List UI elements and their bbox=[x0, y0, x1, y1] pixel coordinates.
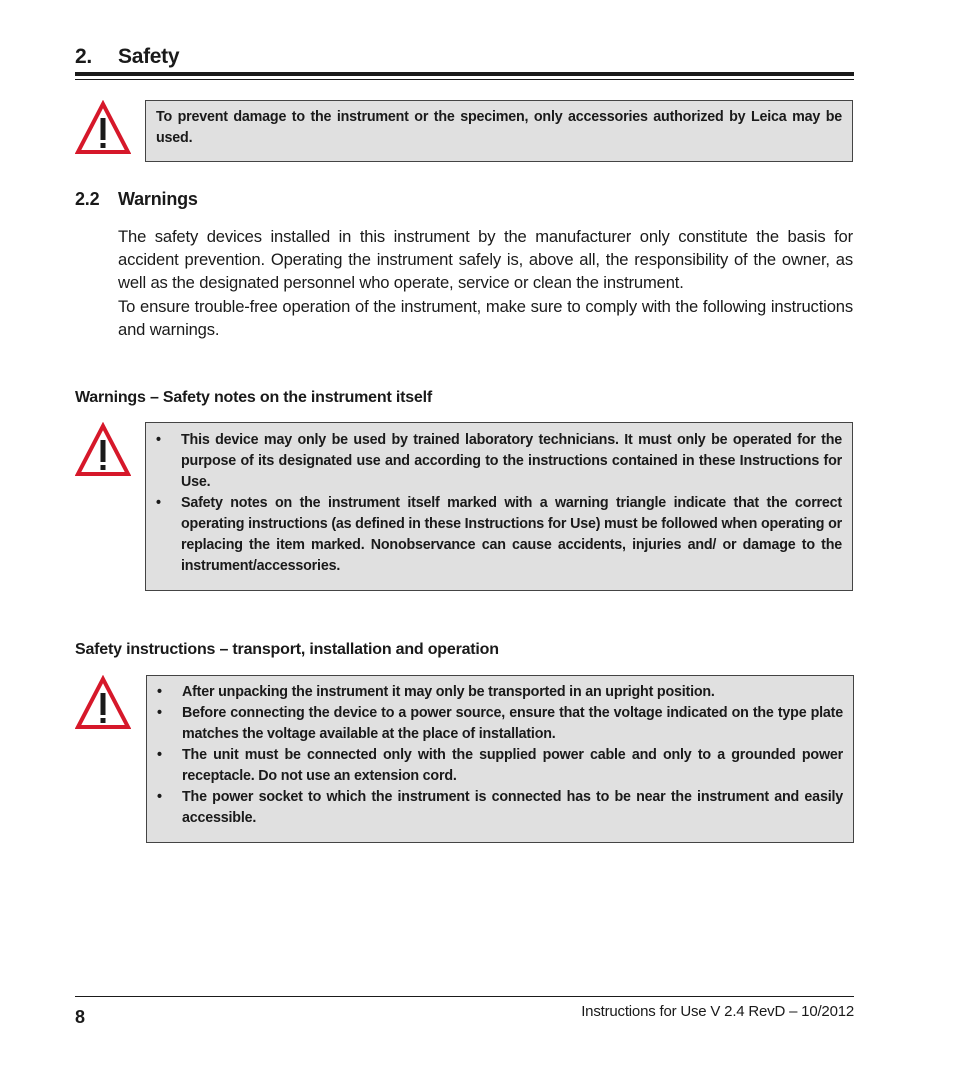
subsection-title bbox=[75, 189, 198, 210]
warnings-intro bbox=[118, 225, 853, 342]
section-title-text: Safety bbox=[118, 45, 180, 68]
intro-paragraph-1: The safety devices installed in this instrument by the manufacturer only constitute the basis for accident prevention. Operating the instrument safely is, above all, the responsibility of the owner, as well as the designated personnel who operate, service or clean the instrument. bbox=[118, 227, 853, 292]
list-item bbox=[157, 703, 843, 745]
footer-document-title: Instructions for Use V 2.4 RevD – 10/2012 bbox=[581, 1003, 854, 1020]
warning-triangle-icon bbox=[75, 422, 131, 478]
transport-warnings-list bbox=[157, 682, 843, 829]
intro-paragraph-2: To ensure trouble-free operation of the instrument, make sure to comply with the following instructions and warnings. bbox=[118, 297, 853, 339]
list-item bbox=[157, 787, 843, 829]
bullet: • bbox=[156, 495, 161, 511]
top-warning-text: To prevent damage to the instrument or the specimen, only accessories authorized by Leica may be used. bbox=[156, 109, 842, 146]
instrument-warnings-list bbox=[156, 430, 842, 577]
footer-rule bbox=[75, 996, 854, 997]
list-item-text: Before connecting the device to a power source, ensure that the voltage indicated on the type plate matches the voltage available at the place of installation. bbox=[182, 705, 843, 742]
section-title bbox=[75, 45, 179, 69]
bullet: • bbox=[157, 789, 162, 805]
subsection-number: 2.2 bbox=[75, 189, 100, 209]
list-item-text: This device may only be used by trained laboratory technicians. It must only be operated for the purpose of its designated use and according to the instructions contained in these Instructions for Use. bbox=[181, 432, 842, 490]
list-item bbox=[157, 745, 843, 787]
section-number: 2. bbox=[75, 45, 92, 68]
list-item-text: Safety notes on the instrument itself marked with a warning triangle indicate that the correct operating instructions (as defined in these Instructions for Use) must be followed when operating or replacing the item marked. Nonobservance can cause accidents, injuries and/ or damage to the instrument/accessories. bbox=[181, 495, 842, 574]
bullet: • bbox=[157, 684, 162, 700]
list-item bbox=[156, 493, 842, 577]
page-number: 8 bbox=[75, 1007, 86, 1027]
bullet: • bbox=[157, 747, 162, 763]
header-rule-thin bbox=[75, 79, 854, 80]
subsection-title-text: Warnings bbox=[118, 189, 198, 209]
instrument-warnings-heading: Warnings – Safety notes on the instrument itself bbox=[75, 389, 432, 406]
top-warning-box bbox=[145, 100, 853, 162]
list-item bbox=[156, 430, 842, 493]
list-item bbox=[157, 682, 843, 703]
header-rule-thick bbox=[75, 72, 854, 76]
warning-triangle-icon bbox=[75, 100, 131, 156]
transport-warnings-heading: Safety instructions – transport, installation and operation bbox=[75, 641, 499, 658]
transport-warnings-box bbox=[146, 675, 854, 843]
list-item-text: The power socket to which the instrument is connected has to be near the instrument and easily accessible. bbox=[182, 789, 843, 826]
instrument-warnings-box bbox=[145, 422, 853, 591]
list-item-text: After unpacking the instrument it may only be transported in an upright position. bbox=[182, 684, 715, 700]
list-item-text: The unit must be connected only with the supplied power cable and only to a grounded power receptacle. Do not use an extension cord. bbox=[182, 747, 843, 784]
warning-triangle-icon bbox=[75, 675, 131, 731]
bullet: • bbox=[157, 705, 162, 721]
bullet: • bbox=[156, 432, 161, 448]
